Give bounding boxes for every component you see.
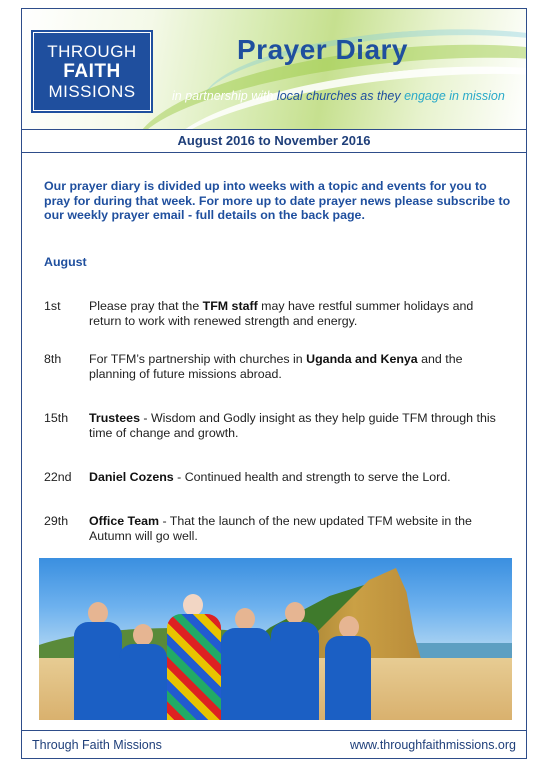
tagline-part-3: engage in mission [404, 89, 505, 103]
entry-highlight: Office Team [89, 514, 160, 528]
entry-text [89, 411, 509, 441]
page-frame [21, 8, 527, 759]
logo-line-2: FAITH [63, 61, 121, 82]
entry-highlight: Daniel Cozens [89, 470, 174, 484]
entry-day: 29th [44, 514, 69, 528]
entry-day: 1st [44, 299, 61, 313]
tagline-part-1: in partnership with [172, 89, 277, 103]
date-range: August 2016 to November 2016 [22, 129, 526, 153]
entry-day: 22nd [44, 470, 72, 484]
month-heading: August [44, 255, 87, 269]
entry-text [89, 352, 509, 382]
team-beach-photo [39, 558, 512, 720]
entry-text [89, 299, 509, 329]
entry-text-post: may have restful summer holidays and return to work with renewed strength and energy. [89, 299, 474, 328]
tagline [172, 89, 505, 103]
entry-highlight: Trustees [89, 411, 140, 425]
entry-text-post: - Continued health and strength to serve the Lord. [173, 470, 451, 484]
page-footer [22, 730, 526, 758]
entry-text [89, 470, 509, 485]
entry-text-pre: Please pray that the [89, 299, 203, 313]
entry-highlight: Uganda and Kenya [306, 352, 418, 366]
entry-text-post: - Wisdom and Godly insight as they help guide TFM through this time of change and growth. [89, 411, 496, 440]
logo-line-3: MISSIONS [48, 82, 136, 101]
footer-website: www.throughfaithmissions.org [349, 738, 516, 752]
entry-text [89, 514, 509, 544]
logo-line-1: THROUGH [47, 42, 137, 61]
entry-text-pre: For TFM’s partnership with churches in [89, 352, 307, 366]
intro-paragraph: Our prayer diary is divided up into weeks with a topic and events for you to pray for during that week. For more up to date prayer news please subscribe to our weekly prayer email - full details on the back page. [44, 179, 511, 222]
footer-org-name: Through Faith Missions [32, 738, 162, 752]
entry-text-post: - That the launch of the new updated TFM website in the Autumn will go well. [89, 514, 472, 543]
header-banner [22, 9, 526, 129]
entry-highlight: TFM staff [202, 299, 258, 313]
entry-day: 15th [44, 411, 69, 425]
page-title: Prayer Diary [237, 34, 409, 65]
entry-text-post: and the planning of future missions abroad. [89, 352, 463, 381]
tfm-logo [33, 32, 151, 111]
tagline-part-2: local churches as they [276, 89, 405, 103]
entry-day: 8th [44, 352, 62, 366]
